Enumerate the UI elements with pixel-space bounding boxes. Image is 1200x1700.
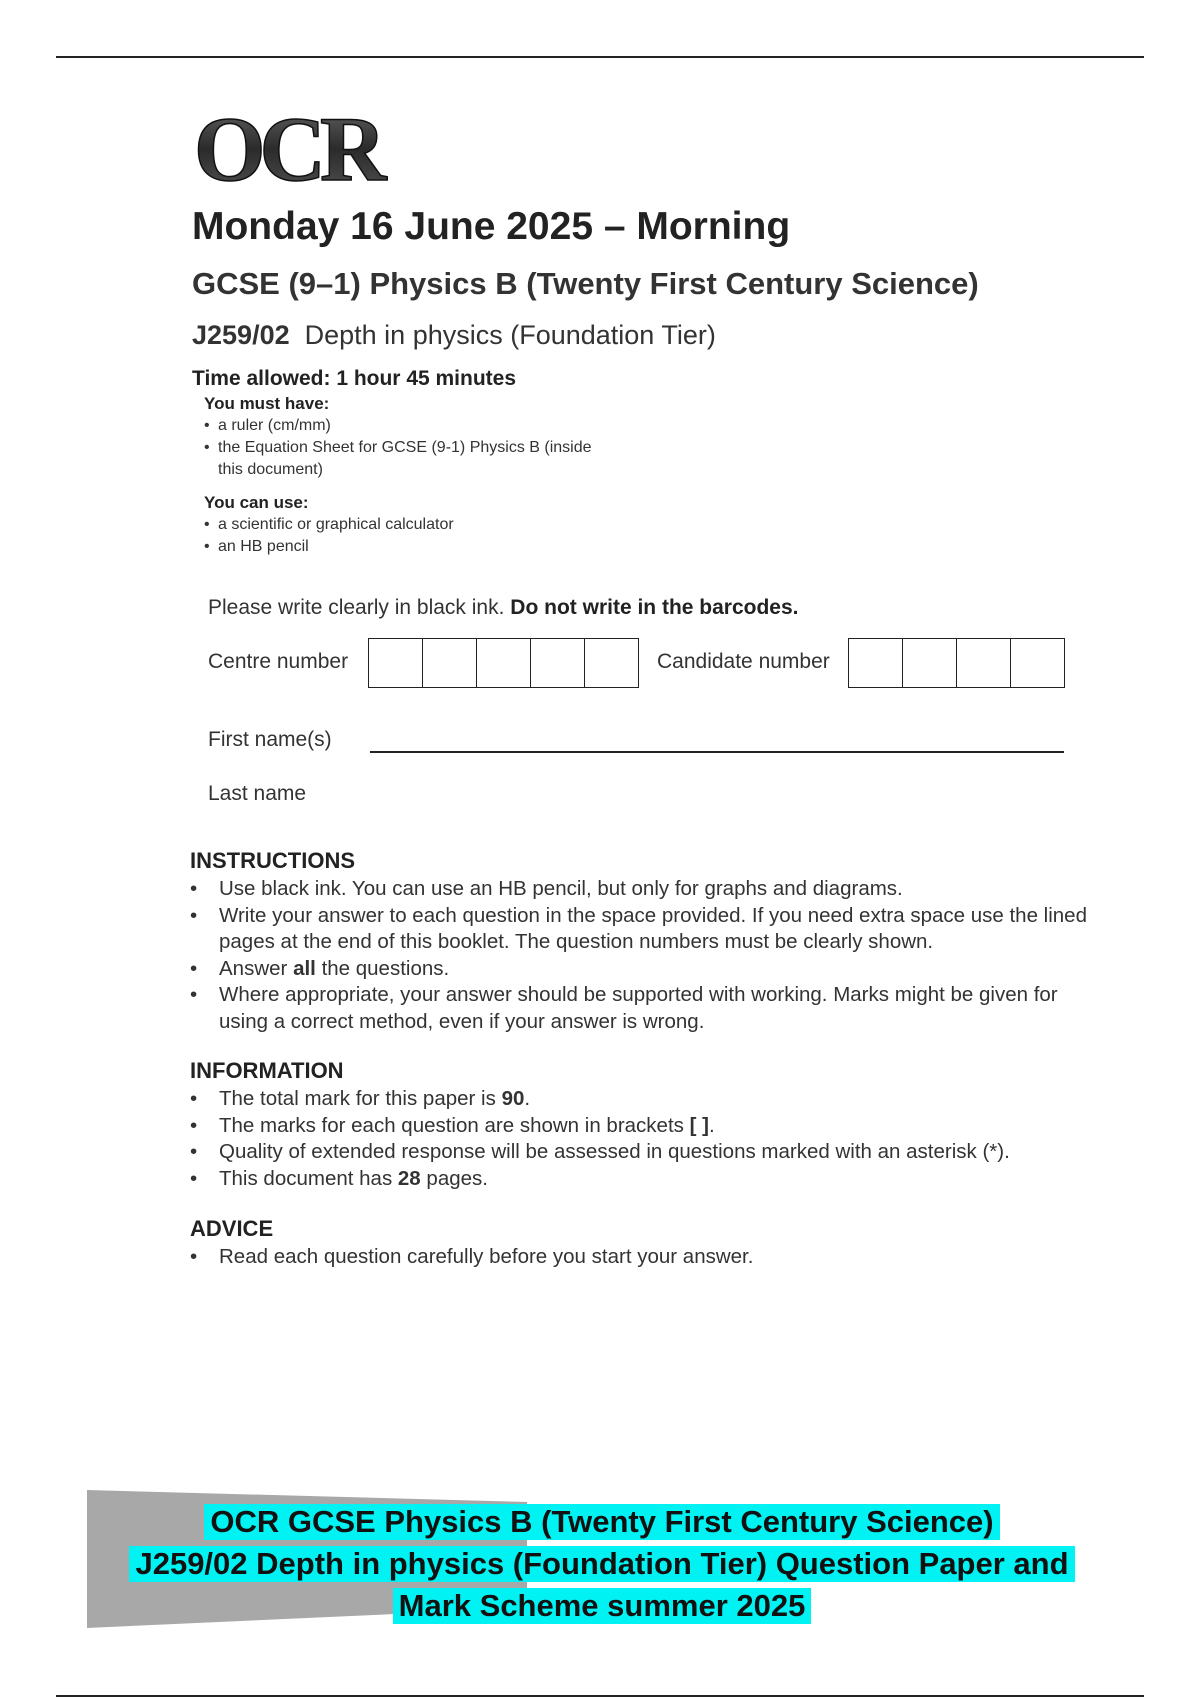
paper-code: J259/02	[192, 320, 290, 350]
centre-digit-box[interactable]	[585, 639, 638, 687]
centre-number-boxes[interactable]	[368, 638, 639, 688]
ocr-logo	[192, 110, 432, 191]
centre-digit-box[interactable]	[531, 639, 585, 687]
advice-item: • Read each question carefully before you start your answer.	[190, 1244, 1090, 1271]
paper-name: Depth in physics (Foundation Tier)	[304, 320, 716, 350]
instruction-text: the questions.	[321, 956, 450, 980]
must-have-heading: You must have:	[204, 394, 330, 413]
ink-instruction	[208, 596, 799, 620]
can-use-item: • a scientific or graphical calculator	[204, 514, 624, 536]
centre-digit-box[interactable]	[369, 639, 423, 687]
information-item: • Quality of extended response will be assessed in questions marked with an asterisk (*).	[190, 1139, 1090, 1166]
must-have-item: • a ruler (cm/mm)	[204, 415, 624, 437]
page-count: 28	[397, 1166, 421, 1190]
information-heading: INFORMATION	[190, 1058, 344, 1083]
information-section	[190, 1058, 1090, 1192]
banner-text	[87, 1504, 1117, 1630]
candidate-number-boxes[interactable]	[848, 638, 1065, 688]
instructions-heading: INSTRUCTIONS	[190, 848, 355, 873]
can-use-list	[204, 492, 624, 558]
information-text: The marks for each question are shown in brackets	[219, 1113, 684, 1137]
instructions-section	[190, 848, 1090, 1035]
candidate-digit-box[interactable]	[903, 639, 957, 687]
information-text: This document has	[219, 1166, 393, 1190]
information-text: .	[524, 1087, 531, 1110]
information-item	[190, 1166, 1090, 1193]
no-barcodes-text: Do not write in the barcodes.	[510, 596, 799, 619]
total-mark: 90	[501, 1087, 525, 1110]
banner-line-3: Mark Scheme summer 2025	[393, 1588, 812, 1624]
paper-title	[192, 320, 716, 351]
brackets-symbol: [ ]	[689, 1113, 709, 1137]
first-name-label: First name(s)	[208, 728, 332, 751]
first-name-line[interactable]	[370, 751, 1064, 753]
must-have-item: • the Equation Sheet for GCSE (9-1) Physics B (inside this document)	[204, 437, 598, 481]
information-text: The total mark for this paper is	[219, 1087, 496, 1110]
information-text: .	[708, 1113, 715, 1137]
ocr-logo-graphic	[192, 110, 432, 186]
instruction-item: • Write your answer to each question in the space provided. If you need extra space use the lined pages at the end of this booklet. The question numbers must be clearly shown.	[190, 903, 1090, 956]
centre-number-label: Centre number	[208, 650, 349, 673]
instruction-item	[190, 956, 1090, 983]
bottom-rule	[56, 1695, 1144, 1697]
candidate-number-label: Candidate number	[657, 650, 830, 673]
candidate-digit-box[interactable]	[957, 639, 1011, 687]
exam-date: Monday 16 June 2025 – Morning	[192, 205, 791, 248]
information-item	[190, 1086, 1090, 1113]
advice-heading: ADVICE	[190, 1216, 274, 1241]
information-item	[190, 1113, 1090, 1140]
can-use-heading: You can use:	[204, 493, 309, 512]
information-text: pages.	[426, 1166, 488, 1190]
instruction-item: • Use black ink. You can use an HB pencil, but only for graphs and diagrams.	[190, 876, 1090, 903]
time-allowed: Time allowed: 1 hour 45 minutes	[192, 367, 517, 390]
svg-text:OCR: OCR	[194, 110, 381, 186]
centre-digit-box[interactable]	[423, 639, 477, 687]
centre-digit-box[interactable]	[477, 639, 531, 687]
top-rule	[56, 56, 1144, 58]
subject-title: GCSE (9–1) Physics B (Twenty First Century Science)	[192, 266, 979, 301]
promo-banner	[87, 1490, 1117, 1630]
last-name-label: Last name	[208, 782, 307, 805]
banner-line-2: J259/02 Depth in physics (Foundation Tier) Question Paper and	[129, 1546, 1074, 1582]
instruction-item: • Where appropriate, your answer should be supported with working. Marks might be given for using a correct method, even if your answer is wrong.	[190, 982, 1090, 1035]
can-use-item: • an HB pencil	[204, 536, 624, 558]
must-have-list	[204, 393, 624, 481]
instruction-text: Answer	[219, 956, 288, 980]
instruction-emphasis: all	[293, 956, 316, 980]
please-write-text: Please write clearly in black ink.	[208, 596, 505, 619]
banner-line-1: OCR GCSE Physics B (Twenty First Century Science)	[204, 1504, 999, 1540]
advice-section	[190, 1216, 1090, 1271]
candidate-digit-box[interactable]	[849, 639, 903, 687]
candidate-digit-box[interactable]	[1011, 639, 1064, 687]
